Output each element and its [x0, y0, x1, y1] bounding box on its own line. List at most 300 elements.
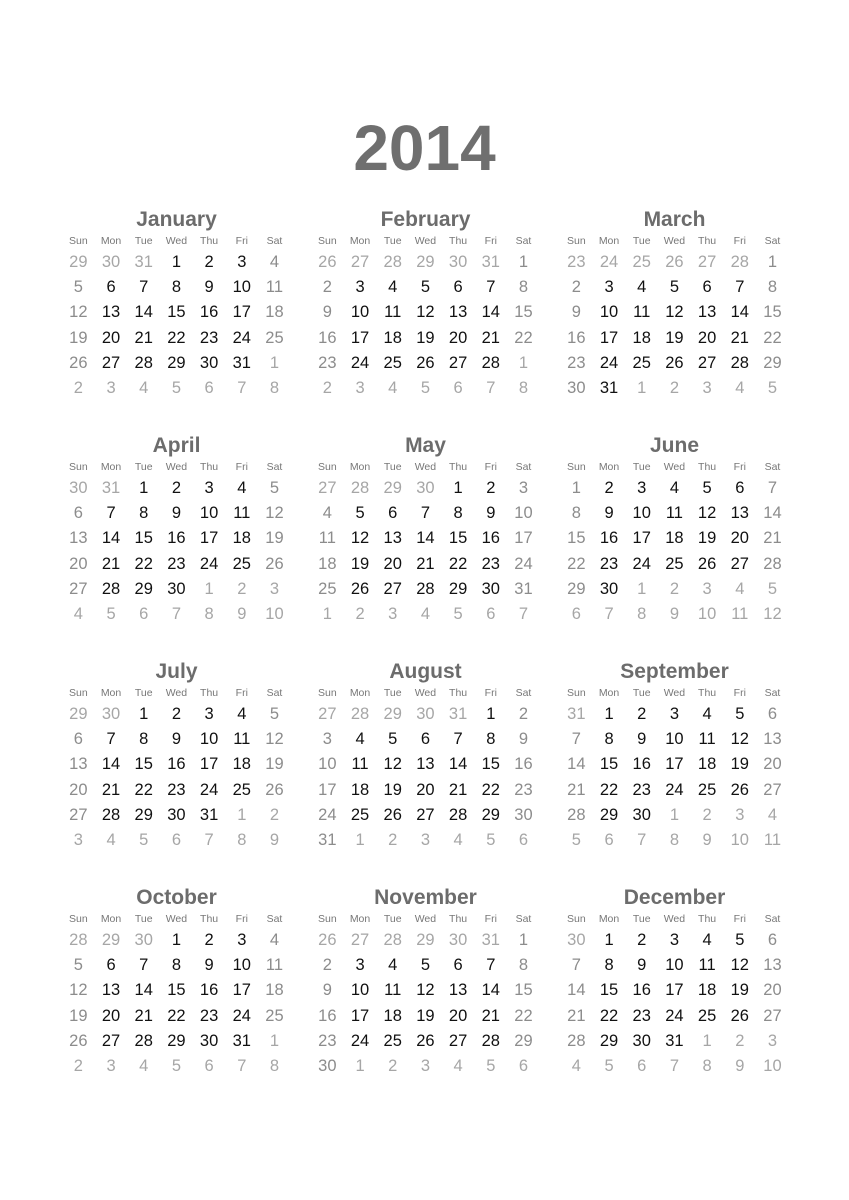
day-cell: 16 — [567, 328, 586, 347]
week-row — [62, 953, 291, 978]
day-cell: 1 — [486, 705, 496, 723]
weekday-label: Tue — [134, 461, 153, 473]
other-month-day: 31 — [101, 479, 121, 497]
weekday-label: Sun — [567, 687, 586, 699]
week-row — [311, 778, 540, 803]
day-cell: 1 — [171, 931, 181, 949]
day-cell: 14 — [416, 529, 435, 548]
other-month-day: 7 — [171, 604, 181, 623]
week-row — [62, 928, 291, 953]
day-cell: 2 — [518, 705, 529, 723]
day-cell: 19 — [383, 780, 402, 799]
week-row — [311, 702, 540, 727]
other-month-day: 6 — [139, 604, 149, 623]
week-row — [311, 1029, 540, 1054]
day-cell: 26 — [416, 1031, 435, 1050]
day-cell: 9 — [486, 504, 496, 523]
day-cell: 19 — [265, 529, 284, 548]
weekday-header — [560, 233, 789, 250]
other-month-day: 10 — [730, 830, 749, 849]
day-cell: 9 — [322, 981, 332, 1000]
day-cell: 12 — [665, 303, 684, 322]
day-cell: 27 — [763, 780, 782, 799]
week-row — [62, 326, 291, 351]
day-cell: 12 — [416, 303, 435, 322]
day-cell: 17 — [599, 328, 619, 347]
day-cell: 10 — [350, 303, 370, 322]
day-cell: 22 — [448, 554, 468, 573]
day-cell: 3 — [669, 705, 679, 723]
day-cell: 7 — [139, 956, 149, 975]
week-row — [560, 928, 789, 953]
weekday-label: Mon — [100, 913, 122, 925]
weekday-label: Wed — [165, 687, 188, 699]
day-cell: 20 — [448, 1006, 468, 1025]
day-cell: 11 — [233, 504, 251, 523]
other-month-day: 1 — [237, 805, 247, 824]
day-cell: 1 — [604, 931, 614, 949]
weekday-label: Sat — [266, 461, 283, 473]
day-cell: 5 — [669, 278, 679, 297]
other-month-day: 28 — [383, 253, 402, 271]
other-month-day: 1 — [204, 579, 214, 598]
week-row — [62, 552, 291, 577]
other-month-day: 2 — [322, 378, 332, 397]
other-month-day: 8 — [237, 830, 247, 849]
day-cell: 1 — [171, 253, 181, 271]
other-month-day: 6 — [204, 378, 214, 397]
other-month-day: 2 — [388, 1056, 398, 1075]
week-row — [62, 602, 291, 627]
weekday-header — [560, 685, 789, 702]
weekday-label: Tue — [383, 687, 402, 699]
other-month-day: 2 — [388, 830, 398, 849]
other-month-day: 28 — [350, 479, 370, 497]
weekday-label: Sun — [567, 913, 586, 925]
week-row — [62, 828, 291, 853]
day-cell: 5 — [388, 730, 398, 749]
other-month-day: 30 — [69, 479, 88, 497]
day-cell: 23 — [599, 554, 619, 573]
weekday-label: Sat — [764, 461, 781, 473]
day-cell: 24 — [350, 1031, 370, 1050]
day-cell: 16 — [199, 303, 219, 322]
day-cell: 28 — [481, 353, 500, 372]
other-month-day: 30 — [448, 253, 468, 271]
day-cell: 25 — [265, 1006, 284, 1025]
day-cell: 8 — [518, 278, 529, 297]
day-cell: 23 — [632, 780, 651, 799]
day-cell: 2 — [204, 253, 214, 271]
day-cell: 27 — [101, 353, 121, 372]
day-cell: 23 — [199, 1006, 219, 1025]
day-cell: 20 — [697, 328, 717, 347]
day-cell: 22 — [167, 1006, 186, 1025]
day-cell: 24 — [232, 1006, 251, 1025]
day-cell: 5 — [73, 956, 83, 975]
weekday-header — [560, 911, 789, 928]
day-cell: 30 — [167, 579, 186, 598]
day-cell: 30 — [632, 1031, 651, 1050]
day-cell: 4 — [269, 931, 280, 949]
day-cell: 15 — [167, 303, 186, 322]
day-cell: 22 — [481, 780, 500, 799]
weekday-label: Tue — [632, 461, 651, 473]
day-cell: 30 — [318, 1056, 337, 1075]
month-name: May — [405, 434, 446, 457]
day-cell: 11 — [698, 730, 716, 749]
other-month-day: 29 — [416, 253, 435, 271]
month-december — [560, 885, 789, 1079]
other-month-day: 30 — [567, 931, 586, 949]
weekday-label: Mon — [349, 235, 371, 247]
week-row — [560, 501, 789, 526]
day-cell: 2 — [171, 479, 181, 497]
weekday-label: Tue — [383, 913, 402, 925]
day-cell: 4 — [637, 278, 647, 297]
other-month-day: 7 — [637, 830, 647, 849]
day-cell: 27 — [69, 805, 88, 824]
other-month-day: 4 — [106, 830, 116, 849]
weekday-label: Sun — [318, 913, 337, 925]
day-cell: 24 — [599, 353, 619, 372]
day-cell: 18 — [265, 303, 284, 322]
weekday-label: Tue — [632, 687, 651, 699]
week-row — [62, 351, 291, 376]
other-month-day: 1 — [269, 1031, 280, 1050]
day-cell: 18 — [697, 981, 717, 1000]
day-cell: 8 — [486, 730, 496, 749]
weekday-label: Sat — [266, 913, 283, 925]
other-month-day: 1 — [637, 378, 647, 397]
day-cell: 10 — [232, 278, 251, 297]
other-month-day: 11 — [731, 604, 749, 623]
day-cell: 29 — [514, 1031, 533, 1050]
month-name: November — [374, 886, 477, 909]
day-cell: 18 — [697, 755, 717, 774]
day-cell: 22 — [599, 1006, 619, 1025]
weekday-label: Mon — [349, 687, 371, 699]
week-row — [560, 351, 789, 376]
month-february — [311, 207, 540, 401]
other-month-day: 7 — [518, 604, 529, 623]
weekday-label: Sun — [69, 461, 88, 473]
day-cell: 18 — [265, 981, 284, 1000]
day-cell: 25 — [232, 780, 251, 799]
week-row — [560, 778, 789, 803]
weekday-label: Fri — [235, 461, 248, 473]
day-cell: 21 — [416, 554, 435, 573]
day-cell: 16 — [632, 755, 651, 774]
day-cell: 6 — [453, 956, 463, 975]
day-cell: 6 — [767, 705, 778, 723]
other-month-day: 9 — [269, 830, 280, 849]
week-row — [311, 828, 540, 853]
other-month-day: 7 — [204, 830, 214, 849]
day-cell: 24 — [232, 328, 251, 347]
day-cell: 30 — [599, 579, 619, 598]
week-row — [560, 702, 789, 727]
day-cell: 10 — [665, 730, 684, 749]
weekday-label: Fri — [235, 235, 248, 247]
day-cell: 11 — [265, 278, 284, 297]
day-cell: 3 — [604, 278, 614, 297]
week-row — [62, 526, 291, 551]
other-month-day: 3 — [702, 579, 712, 598]
month-march — [560, 207, 789, 401]
other-month-day: 29 — [383, 479, 402, 497]
week-row — [311, 300, 540, 325]
day-cell: 30 — [167, 805, 186, 824]
other-month-day: 2 — [702, 805, 712, 824]
weekday-label: Sun — [567, 235, 586, 247]
other-month-day: 2 — [73, 1056, 83, 1075]
weekday-label: Thu — [698, 687, 717, 699]
weekday-label: Sat — [764, 687, 781, 699]
day-cell: 2 — [204, 931, 214, 949]
weekday-label: Tue — [383, 461, 402, 473]
other-month-day: 5 — [171, 378, 181, 397]
day-cell: 13 — [697, 303, 717, 322]
day-cell: 12 — [730, 730, 749, 749]
day-cell: 7 — [453, 730, 463, 749]
day-cell: 13 — [101, 303, 121, 322]
week-row — [560, 326, 789, 351]
other-month-day: 1 — [322, 604, 332, 623]
day-cell: 26 — [69, 353, 88, 372]
day-cell: 9 — [204, 278, 214, 297]
day-cell: 2 — [322, 956, 332, 975]
day-cell: 2 — [637, 931, 647, 949]
week-row — [62, 978, 291, 1003]
week-row — [62, 275, 291, 300]
other-month-day: 9 — [237, 604, 247, 623]
weekday-label: Sun — [69, 913, 88, 925]
other-month-day: 8 — [204, 604, 214, 623]
day-cell: 22 — [599, 780, 619, 799]
day-cell: 6 — [767, 931, 778, 949]
day-cell: 19 — [69, 1006, 88, 1025]
month-april — [62, 433, 291, 627]
day-cell: 5 — [420, 956, 430, 975]
weekday-label: Fri — [484, 913, 497, 925]
day-cell: 5 — [735, 705, 745, 723]
week-row — [62, 300, 291, 325]
weekday-label: Fri — [235, 913, 248, 925]
week-row — [560, 1054, 789, 1079]
other-month-day: 4 — [735, 579, 745, 598]
week-row — [62, 1004, 291, 1029]
other-month-day: 7 — [669, 1056, 679, 1075]
day-cell: 26 — [265, 554, 284, 573]
week-row — [62, 250, 291, 275]
weekday-label: Mon — [598, 913, 620, 925]
other-month-day: 31 — [448, 705, 468, 723]
day-cell: 20 — [448, 328, 468, 347]
day-cell: 6 — [73, 504, 83, 523]
day-cell: 6 — [453, 278, 463, 297]
day-cell: 4 — [322, 504, 332, 523]
other-month-day: 4 — [73, 604, 83, 623]
day-cell: 1 — [604, 705, 614, 723]
day-cell: 30 — [567, 378, 586, 397]
weekday-label: Thu — [449, 913, 468, 925]
day-cell: 28 — [763, 554, 782, 573]
weekday-label: Wed — [414, 913, 437, 925]
other-month-day: 8 — [269, 378, 280, 397]
week-row — [560, 953, 789, 978]
other-month-day: 5 — [604, 1056, 614, 1075]
week-row — [311, 928, 540, 953]
day-cell: 7 — [486, 956, 496, 975]
day-cell: 21 — [448, 780, 468, 799]
day-cell: 3 — [669, 931, 679, 949]
other-month-day: 3 — [269, 579, 280, 598]
day-cell: 19 — [350, 554, 370, 573]
day-cell: 4 — [388, 278, 398, 297]
weekday-label: Thu — [449, 461, 468, 473]
day-cell: 18 — [632, 328, 651, 347]
day-cell: 21 — [101, 780, 121, 799]
day-cell: 5 — [73, 278, 83, 297]
day-cell: 20 — [101, 328, 121, 347]
other-month-day: 3 — [420, 830, 430, 849]
other-month-day: 2 — [73, 378, 83, 397]
month-name: March — [643, 208, 706, 231]
day-cell: 28 — [567, 1031, 586, 1050]
day-cell: 26 — [416, 353, 435, 372]
day-cell: 27 — [69, 579, 88, 598]
month-name: February — [380, 208, 471, 231]
week-row — [560, 752, 789, 777]
day-cell: 30 — [514, 805, 533, 824]
other-month-day: 28 — [69, 931, 88, 949]
day-cell: 11 — [384, 303, 402, 322]
other-month-day: 4 — [388, 378, 398, 397]
other-month-day: 6 — [604, 830, 614, 849]
weekday-header — [62, 911, 291, 928]
day-cell: 31 — [199, 805, 219, 824]
day-cell: 23 — [481, 554, 500, 573]
day-cell: 31 — [514, 579, 533, 598]
day-cell: 29 — [448, 579, 468, 598]
day-cell: 14 — [567, 755, 586, 774]
day-cell: 27 — [448, 1031, 468, 1050]
day-cell: 13 — [416, 755, 435, 774]
weekday-label: Mon — [349, 461, 371, 473]
day-cell: 20 — [763, 755, 782, 774]
other-month-day: 4 — [571, 1056, 581, 1075]
day-cell: 1 — [139, 705, 149, 723]
day-cell: 1 — [139, 479, 149, 497]
week-row — [560, 300, 789, 325]
week-row — [62, 1029, 291, 1054]
week-row — [62, 501, 291, 526]
other-month-day: 11 — [763, 830, 782, 849]
day-cell: 11 — [665, 504, 683, 523]
day-cell: 15 — [514, 981, 533, 1000]
day-cell: 29 — [599, 1031, 619, 1050]
day-cell: 13 — [383, 529, 402, 548]
other-month-day: 4 — [453, 1056, 463, 1075]
other-month-day: 2 — [669, 378, 679, 397]
day-cell: 29 — [167, 353, 186, 372]
day-cell: 18 — [383, 1006, 402, 1025]
day-cell: 5 — [355, 504, 365, 523]
day-cell: 8 — [571, 504, 581, 523]
day-cell: 12 — [69, 303, 88, 322]
day-cell: 12 — [265, 730, 284, 749]
week-row — [62, 1054, 291, 1079]
day-cell: 20 — [69, 780, 88, 799]
day-cell: 19 — [730, 981, 749, 1000]
weekday-label: Sat — [515, 913, 532, 925]
day-cell: 24 — [632, 554, 651, 573]
weekday-label: Mon — [598, 461, 620, 473]
other-month-day: 30 — [101, 705, 121, 723]
other-month-day: 24 — [599, 253, 619, 271]
other-month-day: 30 — [416, 479, 435, 497]
other-month-day: 2 — [669, 579, 679, 598]
day-cell: 28 — [101, 805, 121, 824]
other-month-day: 27 — [350, 931, 370, 949]
weekday-label: Sat — [515, 687, 532, 699]
day-cell: 19 — [730, 755, 749, 774]
day-cell: 16 — [167, 755, 186, 774]
other-month-day: 23 — [567, 253, 586, 271]
other-month-day: 3 — [106, 378, 116, 397]
day-cell: 17 — [350, 328, 370, 347]
month-name: December — [623, 886, 726, 909]
week-row — [311, 275, 540, 300]
day-cell: 15 — [134, 755, 153, 774]
day-cell: 31 — [232, 1031, 251, 1050]
day-cell: 22 — [134, 554, 153, 573]
day-cell: 10 — [199, 504, 219, 523]
other-month-day: 8 — [702, 1056, 712, 1075]
day-cell: 15 — [567, 529, 586, 548]
day-cell: 6 — [106, 956, 116, 975]
day-cell: 17 — [199, 529, 219, 548]
weekday-label: Tue — [134, 687, 153, 699]
weekday-label: Thu — [698, 461, 717, 473]
week-row — [560, 275, 789, 300]
other-month-day: 29 — [101, 931, 121, 949]
other-month-day: 9 — [702, 830, 712, 849]
day-cell: 30 — [481, 579, 500, 598]
day-cell: 24 — [350, 353, 370, 372]
weekday-header — [560, 459, 789, 476]
day-cell: 4 — [669, 479, 679, 497]
day-cell: 19 — [665, 328, 684, 347]
weekday-label: Tue — [383, 235, 402, 247]
day-cell: 23 — [318, 1031, 337, 1050]
day-cell: 15 — [599, 755, 619, 774]
weekday-label: Sun — [69, 687, 88, 699]
day-cell: 16 — [167, 529, 186, 548]
day-cell: 30 — [632, 805, 651, 824]
other-month-day: 6 — [518, 830, 529, 849]
day-cell: 23 — [318, 353, 337, 372]
day-cell: 8 — [604, 730, 614, 749]
other-month-day: 5 — [106, 604, 116, 623]
weekday-label: Sat — [515, 235, 532, 247]
day-cell: 13 — [763, 956, 782, 975]
week-row — [311, 577, 540, 602]
other-month-day: 12 — [763, 604, 782, 623]
day-cell: 13 — [69, 755, 88, 774]
weekday-label: Mon — [100, 687, 122, 699]
